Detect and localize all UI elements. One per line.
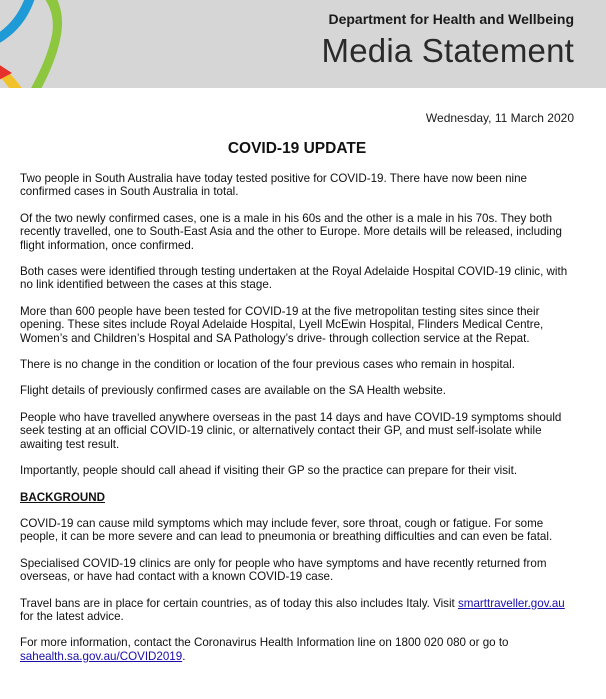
sahealth-link[interactable]: sahealth.sa.gov.au/COVID2019 <box>20 649 183 663</box>
department-name: Department for Health and Wellbeing <box>328 11 574 27</box>
paragraph: People who have travelled anywhere overseas in the past 14 days and have COVID-19 symptoms should seek testing at an official COVID-19 clinic, or alternatively contact their GP, and must self-isolate while awaiting test result. <box>20 410 562 451</box>
sa-health-logo-icon <box>0 0 70 88</box>
document-title: COVID-19 UPDATE <box>227 140 367 157</box>
paragraph: Of the two newly confirmed cases, one is a male in his 60s and the other is a male in his 70s. They both recently travelled, one to South-East Asia and the other to Europe. More details will be released, including flight information, once confirmed. <box>20 211 563 252</box>
travel-text-after: for the latest advice. <box>20 609 124 623</box>
info-paragraph <box>20 636 576 663</box>
paragraph: Flight details of previously confirmed cases are available on the SA Health website. <box>20 384 446 398</box>
paragraph: COVID-19 can cause mild symptoms which may include fever, sore throat, cough or fatigue. For some people, it can be more severe and can lead to pneumonia or breathing difficulties and can even be fatal. <box>20 516 553 544</box>
paragraph: Two people in South Australia have today tested positive for COVID-19. There have now been nine confirmed cases in South Australia in total. <box>20 172 527 199</box>
paragraph: There is no change in the condition or location of the four previous cases who remain in hospital. <box>20 358 515 372</box>
paragraph: Importantly, people should call ahead if visiting their GP so the practice can prepare for their visit. <box>20 464 518 478</box>
statement-body <box>20 172 576 676</box>
paragraph: More than 600 people have been tested for COVID-19 at the five metropolitan testing sites since their opening. These sites include Royal Adelaide Hospital, Lyell McEwin Hospital, Flinders Medical Centre, Women’s and Children’s Hospital and SA Pathology’s drive- through collection service at the Repat. <box>20 304 544 345</box>
travel-paragraph <box>20 597 576 624</box>
page-header <box>0 0 606 88</box>
statement-date: Wednesday, 11 March 2020 <box>425 111 574 125</box>
smarttraveller-link[interactable]: smarttraveller.gov.au <box>458 596 565 610</box>
travel-text: Travel bans are in place for certain countries, as of today this also includes Italy. Visit <box>20 596 458 610</box>
header-title: Media Statement <box>321 32 574 69</box>
background-heading: BACKGROUND <box>20 490 106 504</box>
info-text: For more information, contact the Coronavirus Health Information line on 1800 020 080 or go to <box>20 636 509 650</box>
paragraph: Both cases were identified through testing undertaken at the Royal Adelaide Hospital COVID-19 clinic, with no link identified between the cases at this stage. <box>20 265 568 292</box>
info-text-after: . <box>182 649 186 663</box>
paragraph: Specialised COVID-19 clinics are only for people who have symptoms and have recently returned from overseas, or have had contact with a known COVID-19 case. <box>20 556 547 584</box>
